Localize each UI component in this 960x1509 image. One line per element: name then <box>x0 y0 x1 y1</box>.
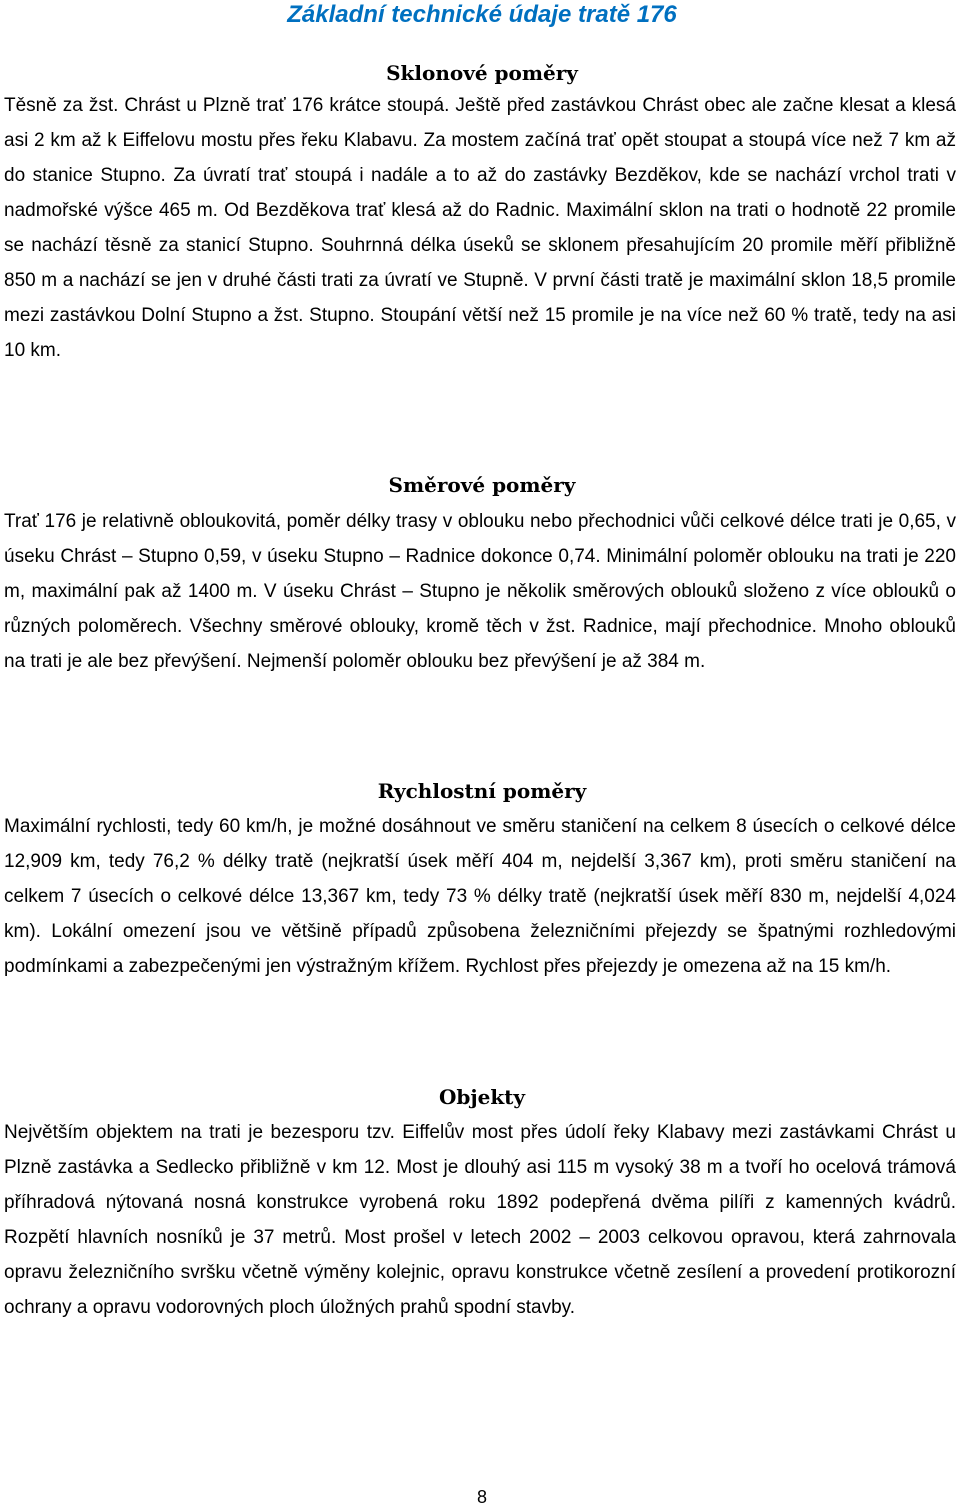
heading-objekty: Objekty <box>438 1085 526 1109</box>
paragraph-objekty: Největším objektem na trati je bezesporu tzv. Eiffelův most přes údolí řeky Klabavy mezi zastávkami Chrást u Plzně zastávka a Sedlecko přibližně v km 12. Most je dlouhý asi 115 m vysoký 38 m a tvoří ho ocelová trámová příhradová nýtovaná nosná konstrukce vyrobená roku 1892 podepřená dvěma pilíři z kamenných kvádrů. Rozpětí hlavních nosníků je 37 metrů. Most prošel v letech 2002 – 2003 celkovou opravou, která zahrnovala opravu železničního svršku včetně výměny kolejnic, opravu konstrukce včetně zesílení a provedení protikorozní ochrany a opravu vodorovných ploch úložných prahů spodní stavby. <box>4 1122 956 1318</box>
page-number: 8 <box>476 1487 487 1507</box>
paragraph-sklonove-pomery: Těsně za žst. Chrást u Plzně trať 176 krátce stoupá. Ještě před zastávkou Chrást obec ale začne klesat a klesá asi 2 km až k Eiffelovu mostu přes řeku Klabavu. Za mostem začíná trať opět stoupat a stoupá více než 7 km až do stanice Stupno. Za úvratí trať stoupá i nadále a to až do zastávky Bezděkov, kde se nachází vrchol trati v nadmořské výšce 465 m. Od Bezděkova trať klesá až do Radnic. Maximální sklon na trati o hodnotě 22 promile se nachází těsně za stanicí Stupno. Souhrnná délka úseků se sklonem přesahujícím 20 promile měří přibližně 850 m a nachází se jen v druhé části trati za úvratí ve Stupně. V první části tratě je maximální sklon 18,5 promile mezi zastávkou Dolní Stupno a žst. Stupno. Stoupání větší než 15 promile je na více než 60 % tratě, tedy na asi 10 km. <box>4 95 956 361</box>
heading-sklonove-pomery: Sklonové poměry <box>386 61 578 85</box>
document-title: Základní technické údaje tratě 176 <box>287 1 677 28</box>
paragraph-smerove-pomery: Trať 176 je relativně obloukovitá, poměr délky trasy v oblouku nebo přechodnici vůči celkové délce trati je 0,65, v úseku Chrást – Stupno 0,59, v úseku Stupno – Radnice dokonce 0,74. Minimální poloměr oblouku na trati je 220 m, maximální pak až 1400 m. V úseku Chrást – Stupno je několik směrových oblouků složeno z více oblouků o různých poloměrech. Všechny směrové oblouky, kromě těch v žst. Radnice, mají přechodnice. Mnoho oblouků na trati je ale bez převýšení. Nejmenší poloměr oblouku bez převýšení je až 384 m. <box>4 511 956 672</box>
heading-smerove-pomery: Směrové poměry <box>388 473 576 497</box>
paragraph-rychlostni-pomery: Maximální rychlosti, tedy 60 km/h, je možné dosáhnout ve směru staničení na celkem 8 úsecích o celkové délce 12,909 km, tedy 76,2 % délky tratě (nejkratší úsek měří 404 m, nejdelší 3,367 km), proti směru staničení na celkem 7 úsecích o celkové délce 13,367 km, tedy 73 % délky tratě (nejkratší úsek měří 830 m, nejdelší 4,024 km). Lokální omezení jsou ve většině případů způsobena železničními přejezdy se špatnými rozhledovými podmínkami a zabezpečenými jen výstražným křížem. Rychlost přes přejezdy je omezena až na 15 km/h. <box>4 816 956 977</box>
heading-rychlostni-pomery: Rychlostní poměry <box>377 779 587 803</box>
